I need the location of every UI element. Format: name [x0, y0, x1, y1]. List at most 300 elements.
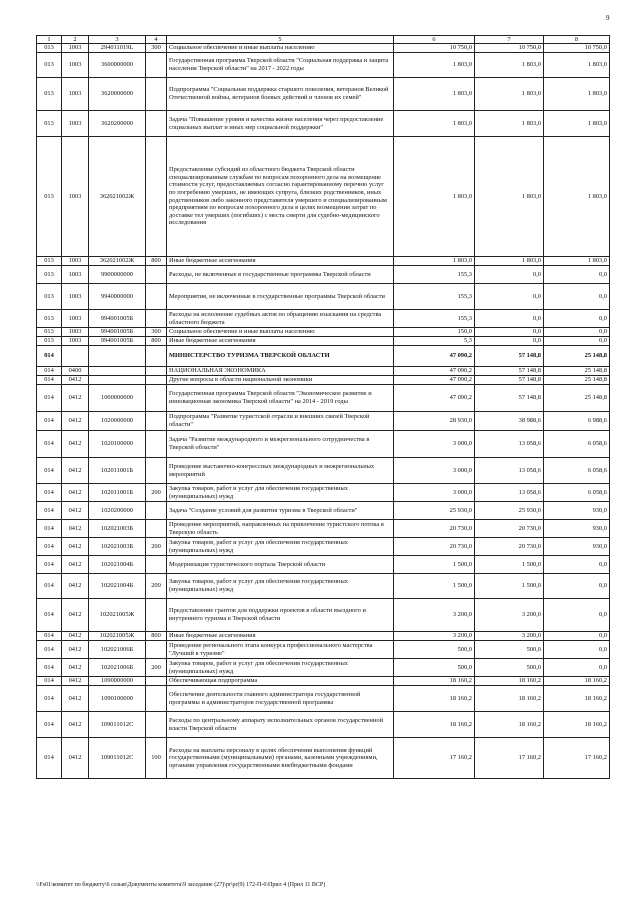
cell-amount-1: 25 930,0	[394, 502, 475, 520]
table-row	[37, 641, 610, 659]
table-header-row	[37, 36, 610, 44]
cell-section-code: 0412	[62, 538, 89, 556]
cell-target-article: 3620000000	[89, 78, 146, 111]
cell-amount-1: 18 160,2	[394, 712, 475, 738]
cell-amount-2: 18 160,2	[475, 677, 544, 686]
cell-description: Обеспечение деятельности главного администратора государственной программы и администраторов государственной программы	[167, 686, 394, 712]
cell-amount-3: 0,0	[544, 310, 610, 328]
cell-target-article: 1090100000	[89, 686, 146, 712]
cell-target-article: 102011001Б	[89, 484, 146, 502]
cell-amount-3: 0,0	[544, 599, 610, 632]
cell-amount-2: 57 148,8	[475, 385, 544, 412]
cell-section-code: 0412	[62, 659, 89, 677]
cell-section-code: 0412	[62, 641, 89, 659]
cell-amount-1: 18 160,2	[394, 686, 475, 712]
table-row	[37, 44, 610, 53]
cell-description: Мероприятия, не включенные в государственные программы Тверской области	[167, 284, 394, 310]
cell-section-code: 0412	[62, 484, 89, 502]
header-cell: 3	[89, 36, 146, 44]
cell-target-article: 102021006Б	[89, 659, 146, 677]
cell-description: МИНИСТЕРСТВО ТУРИЗМА ТВЕРСКОЙ ОБЛАСТИ	[167, 346, 394, 367]
cell-target-article: 102021005Ж	[89, 632, 146, 641]
cell-amount-3: 6 058,6	[544, 431, 610, 458]
cell-ministry-code: 014	[37, 431, 62, 458]
cell-amount-1: 47 090,2	[394, 367, 475, 376]
cell-amount-2: 0,0	[475, 310, 544, 328]
cell-amount-2: 20 730,0	[475, 538, 544, 556]
cell-section-code: 1003	[62, 328, 89, 337]
cell-amount-2: 13 058,6	[475, 484, 544, 502]
cell-section-code: 1003	[62, 310, 89, 328]
cell-amount-3: 17 160,2	[544, 738, 610, 779]
cell-expense-type	[146, 686, 167, 712]
cell-amount-3: 6 058,6	[544, 484, 610, 502]
cell-ministry-code: 014	[37, 520, 62, 538]
cell-target-article: 1000000000	[89, 385, 146, 412]
header-cell: 5	[167, 36, 394, 44]
cell-target-article: 994001005Б	[89, 337, 146, 346]
cell-amount-1: 3 000,0	[394, 484, 475, 502]
cell-expense-type	[146, 266, 167, 284]
cell-target-article: 1020000000	[89, 412, 146, 431]
cell-section-code: 0412	[62, 431, 89, 458]
cell-ministry-code: 014	[37, 556, 62, 574]
cell-description: Иные бюджетные ассигнования	[167, 632, 394, 641]
cell-amount-3: 1 803,0	[544, 257, 610, 266]
cell-amount-1: 3 000,0	[394, 431, 475, 458]
cell-amount-3: 0,0	[544, 337, 610, 346]
cell-expense-type	[146, 556, 167, 574]
cell-target-article: 362021002Ж	[89, 137, 146, 257]
table-row	[37, 738, 610, 779]
cell-amount-1: 47 090,2	[394, 376, 475, 385]
cell-description: Другие вопросы в области национальной экономики	[167, 376, 394, 385]
cell-expense-type: 800	[146, 257, 167, 266]
table-row	[37, 78, 610, 111]
cell-expense-type	[146, 367, 167, 376]
cell-ministry-code: 013	[37, 44, 62, 53]
cell-expense-type	[146, 431, 167, 458]
cell-amount-1: 150,0	[394, 328, 475, 337]
cell-amount-1: 3 200,0	[394, 632, 475, 641]
budget-table	[36, 35, 610, 779]
cell-amount-1: 500,0	[394, 641, 475, 659]
cell-section-code: 0412	[62, 677, 89, 686]
cell-amount-1: 10 750,0	[394, 44, 475, 53]
cell-description: Иные бюджетные ассигнования	[167, 257, 394, 266]
cell-ministry-code: 014	[37, 538, 62, 556]
page-number: 9	[606, 14, 610, 22]
cell-amount-2: 0,0	[475, 266, 544, 284]
cell-section-code: 0400	[62, 367, 89, 376]
cell-amount-2: 500,0	[475, 659, 544, 677]
cell-amount-2: 13 058,6	[475, 431, 544, 458]
cell-amount-2: 13 058,6	[475, 458, 544, 484]
cell-target-article: 994001005Б	[89, 310, 146, 328]
cell-expense-type: 200	[146, 574, 167, 599]
table-row	[37, 137, 610, 257]
cell-description: Государственная программа Тверской области "Социальная поддержка и защита населения Тверской области" на 2017 - 2022 годы	[167, 53, 394, 78]
cell-description: Государственная программа Тверской области "Экономическое развитие и инновационная экономика Тверской области" на 2014 - 2019 годы	[167, 385, 394, 412]
cell-ministry-code: 014	[37, 385, 62, 412]
cell-section-code: 0412	[62, 412, 89, 431]
cell-description: Предоставление грантов для поддержки проектов в области въездного и внутреннего туризма в Тверской области	[167, 599, 394, 632]
cell-ministry-code: 013	[37, 337, 62, 346]
cell-expense-type: 200	[146, 659, 167, 677]
cell-description: Иные бюджетные ассигнования	[167, 337, 394, 346]
table-row	[37, 538, 610, 556]
cell-target-article: 1020200000	[89, 502, 146, 520]
table-row	[37, 686, 610, 712]
cell-amount-2: 20 730,0	[475, 520, 544, 538]
cell-section-code: 1003	[62, 257, 89, 266]
cell-amount-2: 10 750,0	[475, 44, 544, 53]
cell-section-code: 1003	[62, 337, 89, 346]
cell-target-article: 362021002Ж	[89, 257, 146, 266]
cell-section-code: 0412	[62, 385, 89, 412]
cell-ministry-code: 014	[37, 738, 62, 779]
cell-section-code: 1003	[62, 78, 89, 111]
cell-expense-type	[146, 520, 167, 538]
cell-section-code: 0412	[62, 712, 89, 738]
cell-amount-1: 500,0	[394, 659, 475, 677]
cell-amount-1: 1 803,0	[394, 137, 475, 257]
cell-amount-1: 155,3	[394, 310, 475, 328]
cell-amount-2: 0,0	[475, 284, 544, 310]
cell-section-code: 0412	[62, 520, 89, 538]
cell-ministry-code: 014	[37, 412, 62, 431]
table-row	[37, 310, 610, 328]
cell-ministry-code: 014	[37, 458, 62, 484]
cell-amount-2: 3 200,0	[475, 632, 544, 641]
cell-amount-2: 18 160,2	[475, 712, 544, 738]
cell-target-article	[89, 376, 146, 385]
table-row	[37, 111, 610, 137]
cell-expense-type: 300	[146, 328, 167, 337]
cell-ministry-code: 013	[37, 78, 62, 111]
cell-expense-type	[146, 385, 167, 412]
cell-ministry-code: 014	[37, 632, 62, 641]
cell-ministry-code: 014	[37, 686, 62, 712]
cell-amount-1: 1 803,0	[394, 53, 475, 78]
cell-amount-3: 18 160,2	[544, 677, 610, 686]
table-row	[37, 337, 610, 346]
table-row	[37, 412, 610, 431]
table-row	[37, 431, 610, 458]
cell-ministry-code: 014	[37, 677, 62, 686]
table-row	[37, 458, 610, 484]
cell-amount-3: 930,0	[544, 538, 610, 556]
cell-description: Подпрограмма "Социальная поддержка старшего поколения, ветеранов Великой Отечественной войны, ветеранов боевых действий и членов их семей"	[167, 78, 394, 111]
cell-amount-3: 10 750,0	[544, 44, 610, 53]
cell-amount-2: 1 500,0	[475, 574, 544, 599]
cell-amount-3: 1 803,0	[544, 137, 610, 257]
cell-amount-3: 930,0	[544, 502, 610, 520]
cell-ministry-code: 013	[37, 137, 62, 257]
cell-section-code: 1003	[62, 284, 89, 310]
header-cell: 6	[394, 36, 475, 44]
cell-section-code: 0412	[62, 686, 89, 712]
cell-amount-3: 18 160,2	[544, 712, 610, 738]
cell-amount-2: 3 200,0	[475, 599, 544, 632]
cell-section-code: 0412	[62, 458, 89, 484]
cell-target-article	[89, 367, 146, 376]
cell-amount-2: 25 930,0	[475, 502, 544, 520]
header-cell: 1	[37, 36, 62, 44]
cell-expense-type	[146, 310, 167, 328]
cell-expense-type: 200	[146, 538, 167, 556]
table-row	[37, 712, 610, 738]
cell-description: Задача "Развитие международного и межрегионального сотрудничества в Тверской области"	[167, 431, 394, 458]
cell-amount-1: 155,3	[394, 266, 475, 284]
cell-amount-2: 1 803,0	[475, 78, 544, 111]
cell-ministry-code: 013	[37, 284, 62, 310]
table-row	[37, 257, 610, 266]
cell-ministry-code: 013	[37, 266, 62, 284]
cell-description: Задача "Создание условий для развития туризма в Тверской области"	[167, 502, 394, 520]
cell-target-article: 109011012С	[89, 712, 146, 738]
table-row	[37, 659, 610, 677]
cell-target-article: 102021003Б	[89, 520, 146, 538]
cell-description: Расходы, не включенные в государственные программы Тверской области	[167, 266, 394, 284]
cell-description: Предоставление субсидий из областного бюджета Тверской области специализированным службам по вопросам похоронного дела на возмещение стоимости услуг, предоставляемых согласно гарантированному перечню услуг по погребению умерших, не имеющих супруга, близких родственников, иных родственников либо законного представителя умершего и специализированным предприятиям по вопросам похоронного дела в целях возмещения затрат по доставке тел умерших (погибших) с места смерти для судебно-медицинского исследования	[167, 137, 394, 257]
cell-ministry-code: 014	[37, 641, 62, 659]
cell-target-article: 102021006Б	[89, 641, 146, 659]
cell-description: Проведение выставочно-конгрессных международных и межрегиональных мероприятий	[167, 458, 394, 484]
cell-amount-3: 6 058,6	[544, 458, 610, 484]
cell-target-article: 1090000000	[89, 677, 146, 686]
table-row	[37, 328, 610, 337]
cell-ministry-code: 014	[37, 599, 62, 632]
cell-ministry-code: 014	[37, 712, 62, 738]
cell-amount-1: 1 500,0	[394, 574, 475, 599]
cell-description: Социальное обеспечение и иные выплаты населению	[167, 328, 394, 337]
cell-amount-3: 0,0	[544, 641, 610, 659]
cell-ministry-code: 014	[37, 346, 62, 367]
cell-description: Социальное обеспечение и иные выплаты населению	[167, 44, 394, 53]
header-cell: 8	[544, 36, 610, 44]
cell-target-article: 9940000000	[89, 284, 146, 310]
cell-expense-type	[146, 137, 167, 257]
cell-amount-3: 0,0	[544, 556, 610, 574]
cell-expense-type: 100	[146, 738, 167, 779]
cell-expense-type	[146, 458, 167, 484]
cell-amount-3: 0,0	[544, 574, 610, 599]
cell-section-code	[62, 346, 89, 367]
header-cell: 7	[475, 36, 544, 44]
cell-expense-type	[146, 111, 167, 137]
cell-ministry-code: 014	[37, 502, 62, 520]
cell-expense-type	[146, 712, 167, 738]
table-row	[37, 502, 610, 520]
cell-section-code: 1003	[62, 266, 89, 284]
table-row	[37, 574, 610, 599]
cell-description: Закупка товаров, работ и услуг для обеспечения государственных (муниципальных) нужд	[167, 659, 394, 677]
cell-amount-1: 155,3	[394, 284, 475, 310]
cell-amount-2: 1 803,0	[475, 53, 544, 78]
cell-amount-3: 0,0	[544, 284, 610, 310]
table-row	[37, 484, 610, 502]
cell-section-code: 1003	[62, 137, 89, 257]
table-row	[37, 632, 610, 641]
cell-amount-1: 47 090,2	[394, 346, 475, 367]
cell-ministry-code: 013	[37, 328, 62, 337]
cell-ministry-code: 014	[37, 367, 62, 376]
cell-description: Закупка товаров, работ и услуг для обеспечения государственных (муниципальных) нужд	[167, 484, 394, 502]
cell-amount-1: 3 200,0	[394, 599, 475, 632]
cell-amount-2: 57 148,8	[475, 367, 544, 376]
cell-expense-type: 300	[146, 44, 167, 53]
cell-amount-1: 3 000,0	[394, 458, 475, 484]
cell-amount-3: 0,0	[544, 266, 610, 284]
cell-amount-1: 1 803,0	[394, 78, 475, 111]
cell-ministry-code: 013	[37, 257, 62, 266]
cell-expense-type	[146, 78, 167, 111]
cell-expense-type	[146, 412, 167, 431]
cell-amount-2: 1 803,0	[475, 137, 544, 257]
cell-expense-type: 800	[146, 337, 167, 346]
cell-ministry-code: 014	[37, 574, 62, 599]
cell-amount-3: 0,0	[544, 632, 610, 641]
cell-description: Обеспечивающая подпрограмма	[167, 677, 394, 686]
cell-target-article: 3600000000	[89, 53, 146, 78]
cell-target-article: 102021005Ж	[89, 599, 146, 632]
cell-section-code: 1003	[62, 44, 89, 53]
cell-amount-1: 1 500,0	[394, 556, 475, 574]
table-row	[37, 53, 610, 78]
cell-target-article	[89, 346, 146, 367]
cell-section-code: 0412	[62, 376, 89, 385]
cell-expense-type: 800	[146, 632, 167, 641]
cell-target-article: 109011012С	[89, 738, 146, 779]
cell-section-code: 0412	[62, 632, 89, 641]
cell-amount-3: 930,0	[544, 520, 610, 538]
cell-expense-type	[146, 502, 167, 520]
cell-target-article: 994001005Б	[89, 328, 146, 337]
cell-amount-3: 1 803,0	[544, 53, 610, 78]
cell-target-article: 9900000000	[89, 266, 146, 284]
table-row	[37, 677, 610, 686]
cell-amount-2: 0,0	[475, 328, 544, 337]
cell-section-code: 1003	[62, 111, 89, 137]
cell-expense-type	[146, 53, 167, 78]
header-cell: 2	[62, 36, 89, 44]
cell-amount-2: 1 803,0	[475, 257, 544, 266]
cell-target-article: 102021003Б	[89, 538, 146, 556]
cell-amount-2: 57 148,8	[475, 376, 544, 385]
cell-amount-3: 1 803,0	[544, 78, 610, 111]
cell-description: Расходы по центральному аппарату исполнительных органов государственной власти Тверской области	[167, 712, 394, 738]
cell-ministry-code: 014	[37, 376, 62, 385]
cell-expense-type	[146, 641, 167, 659]
cell-amount-2: 500,0	[475, 641, 544, 659]
footer-file-path: \\Fs01\комитет по бюджету\6 созыв\Документы комитета\9 заседание (27)\pr\pr(9) 172-П-6\Прил 4 (Прил 11 ВСР)	[36, 882, 326, 888]
cell-amount-1: 20 730,0	[394, 538, 475, 556]
cell-ministry-code: 013	[37, 310, 62, 328]
cell-amount-2: 18 160,2	[475, 686, 544, 712]
cell-section-code: 0412	[62, 556, 89, 574]
table-row	[37, 367, 610, 376]
table-row	[37, 346, 610, 367]
cell-expense-type	[146, 376, 167, 385]
cell-target-article: 102011001Б	[89, 458, 146, 484]
cell-expense-type	[146, 346, 167, 367]
cell-amount-1: 20 730,0	[394, 520, 475, 538]
table-row	[37, 385, 610, 412]
cell-target-article: 3620200000	[89, 111, 146, 137]
cell-amount-1: 1 803,0	[394, 257, 475, 266]
cell-section-code: 0412	[62, 574, 89, 599]
cell-amount-1: 17 160,2	[394, 738, 475, 779]
cell-amount-1: 18 160,2	[394, 677, 475, 686]
table-row	[37, 376, 610, 385]
cell-description: Закупка товаров, работ и услуг для обеспечения государственных (муниципальных) нужд	[167, 538, 394, 556]
cell-amount-3: 0,0	[544, 328, 610, 337]
cell-amount-2: 1 500,0	[475, 556, 544, 574]
cell-section-code: 0412	[62, 738, 89, 779]
cell-ministry-code: 014	[37, 484, 62, 502]
cell-amount-3: 0,0	[544, 659, 610, 677]
cell-ministry-code: 014	[37, 659, 62, 677]
cell-description: Расходы на выплаты персоналу в целях обеспечения выполнения функций государственными (муниципальными) органами, казенными учреждениями, органами управления государственными внебюджетными фондами	[167, 738, 394, 779]
table-row	[37, 599, 610, 632]
cell-section-code: 0412	[62, 502, 89, 520]
cell-target-article: 1020100000	[89, 431, 146, 458]
cell-description: Модернизация туристического портала Тверской области	[167, 556, 394, 574]
cell-amount-3: 6 988,6	[544, 412, 610, 431]
cell-target-article: 294011019L	[89, 44, 146, 53]
cell-amount-2: 0,0	[475, 337, 544, 346]
cell-amount-1: 1 803,0	[394, 111, 475, 137]
cell-description: НАЦИОНАЛЬНАЯ ЭКОНОМИКА	[167, 367, 394, 376]
table-row	[37, 520, 610, 538]
cell-amount-3: 25 148,8	[544, 346, 610, 367]
cell-description: Задача "Повышение уровня и качества жизни населения через предоставление социальных выплат и иных мер социальной поддержки"	[167, 111, 394, 137]
cell-description: Закупка товаров, работ и услуг для обеспечения государственных (муниципальных) нужд	[167, 574, 394, 599]
cell-amount-3: 25 148,8	[544, 367, 610, 376]
cell-target-article: 102021004Б	[89, 556, 146, 574]
cell-amount-2: 57 148,8	[475, 346, 544, 367]
cell-amount-3: 1 803,0	[544, 111, 610, 137]
cell-amount-3: 18 160,2	[544, 686, 610, 712]
cell-description: Расходы на исполнение судебных актов по обращению взыскания на средства областного бюджета	[167, 310, 394, 328]
cell-expense-type	[146, 677, 167, 686]
cell-expense-type	[146, 284, 167, 310]
cell-target-article: 102021004Б	[89, 574, 146, 599]
cell-expense-type	[146, 599, 167, 632]
table-row	[37, 284, 610, 310]
cell-amount-2: 17 160,2	[475, 738, 544, 779]
cell-section-code: 1003	[62, 53, 89, 78]
cell-amount-1: 47 090,2	[394, 385, 475, 412]
cell-section-code: 0412	[62, 599, 89, 632]
cell-description: Проведение мероприятий, направленных на привлечение туристского потока в Тверскую область	[167, 520, 394, 538]
cell-expense-type: 200	[146, 484, 167, 502]
cell-amount-1: 5,3	[394, 337, 475, 346]
cell-description: Подпрограмма "Развитие туристской отрасли и внешних связей Тверской области"	[167, 412, 394, 431]
cell-amount-3: 25 148,8	[544, 385, 610, 412]
cell-amount-3: 25 148,8	[544, 376, 610, 385]
cell-ministry-code: 013	[37, 53, 62, 78]
table-row	[37, 266, 610, 284]
cell-amount-2: 1 803,0	[475, 111, 544, 137]
table-row	[37, 556, 610, 574]
header-cell: 4	[146, 36, 167, 44]
cell-amount-2: 38 988,6	[475, 412, 544, 431]
cell-ministry-code: 013	[37, 111, 62, 137]
cell-amount-1: 28 930,0	[394, 412, 475, 431]
cell-description: Проведение регионального этапа конкурса профессионального мастерства "Лучший в туризме"	[167, 641, 394, 659]
